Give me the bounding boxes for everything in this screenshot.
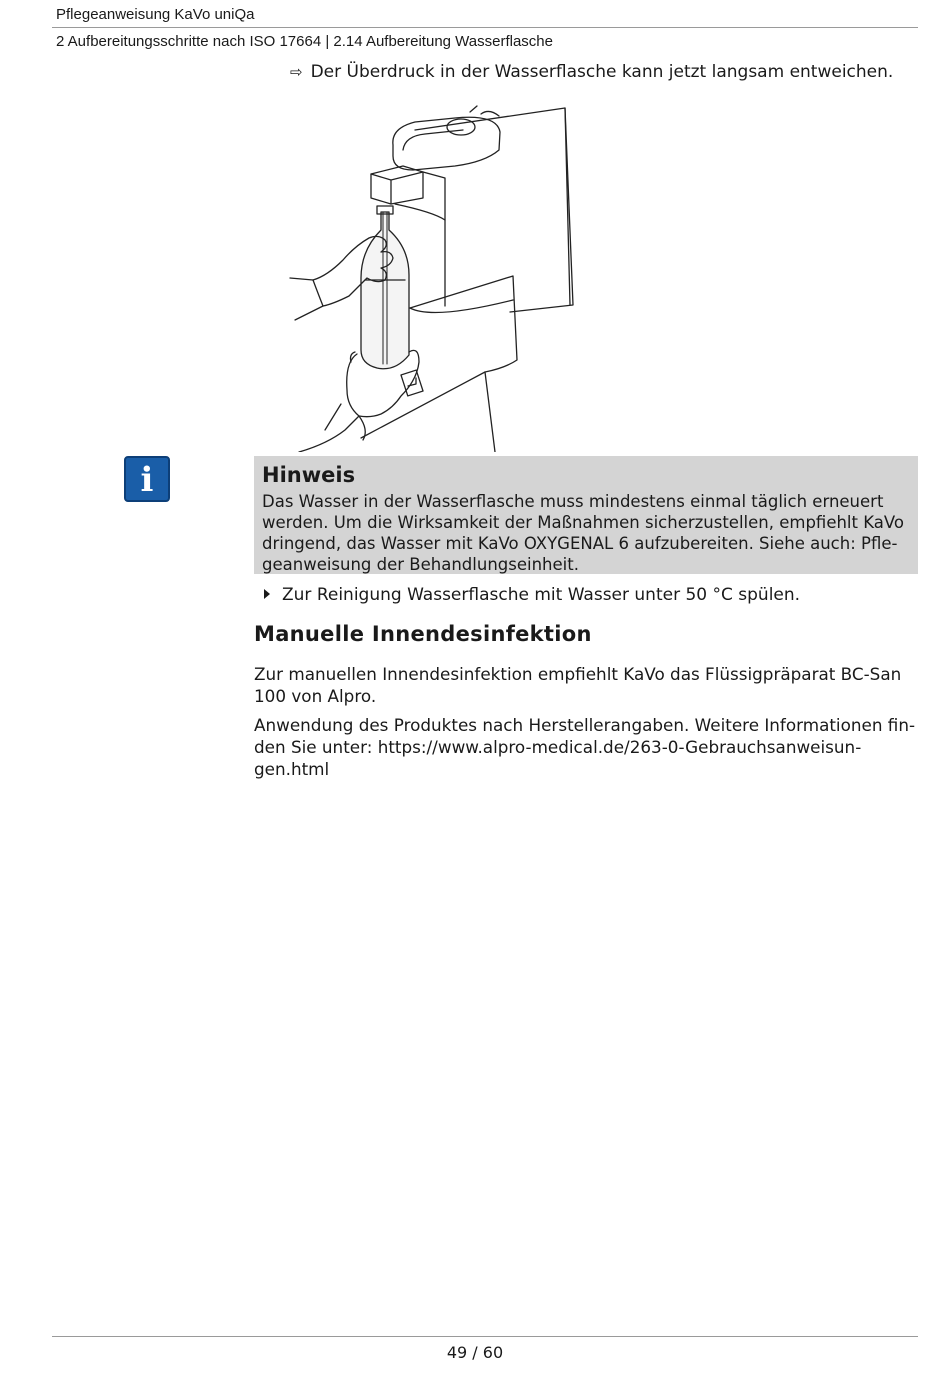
step-text: Zur Reinigung Wasserflasche mit Wasser unter 50 °C spülen. (282, 585, 801, 605)
section-paragraph-2: Anwendung des Produktes nach Herstellerangaben. Weitere Informationen finden Sie unter: https://www.alpro-medical.de/263-0-Gebrauchsanweisungen.html (254, 715, 916, 779)
section-heading: Manuelle Innendesinfektion (254, 622, 592, 646)
result-line (290, 62, 893, 82)
step-triangle-icon (264, 589, 270, 599)
note-box (254, 456, 918, 574)
header-divider (52, 27, 918, 28)
footer-divider (52, 1336, 918, 1337)
water-bottle-illustration (285, 100, 585, 452)
note-title: Hinweis (262, 463, 356, 487)
hollow-right-arrow-icon: ⇨ (290, 63, 303, 81)
bottle-connector (371, 166, 423, 204)
chapter-breadcrumb: 2 Aufbereitungsschritte nach ISO 17664 | 2.14 Aufbereitung Wasserflasche (56, 33, 553, 50)
page-number: 49 / 60 (446, 1343, 504, 1362)
section-paragraph-1: Zur manuellen Innendesinfektion empfiehlt KaVo das Flüssigpräparat BC-San 100 von Alpro. (254, 664, 902, 706)
result-text: Der Überdruck in der Wasserflasche kann jetzt langsam entweichen. (310, 62, 894, 82)
water-bottle (361, 212, 409, 369)
lower-hand (299, 354, 359, 452)
instruction-step (264, 585, 800, 605)
note-text: Das Wasser in der Wasserflasche muss mindestens einmal täglich erneuert werden. Um die Wirksamkeit der Maßnahmen sicherzustellen, empfiehlt KaVo dringend, das Wasser mit KaVo OXYGENAL 6 aufzubereiten. Siehe auch: Pflegeanweisung der Behandlungseinheit. (262, 492, 904, 574)
document-title: Pflegeanweisung KaVo uniQa (56, 6, 255, 23)
info-icon: i (124, 456, 170, 502)
